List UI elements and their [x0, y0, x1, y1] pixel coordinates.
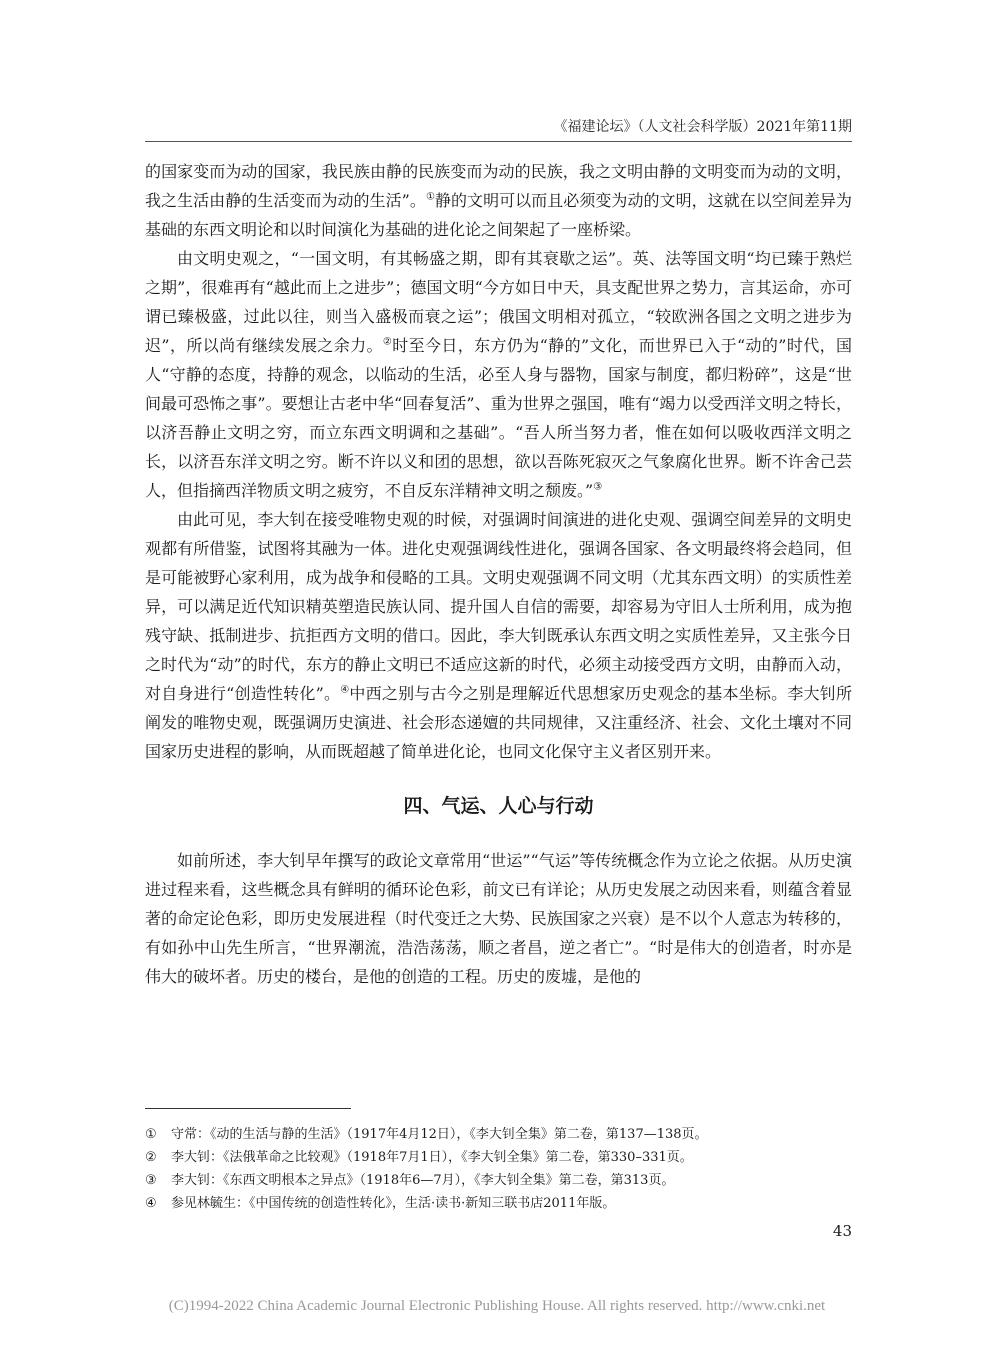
paragraph-4: 如前所述，李大钊早年撰写的政论文章常用“世运”“气运”等传统概念作为立论之依据。从历史演进过程来看，这些概念具有鲜明的循环论色彩，前文已有详论；从历史发展之动因来看，则蕴含着显著的命定论色彩，即历史发展进程（时代变迁之大势、民族国家之兴衰）是不以个人意志为转移的，有如孙中山先生所言，“世界潮流，浩浩荡荡，顺之者昌，逆之者亡”。“时是伟大的创造者，时亦是伟大的破坏者。历史的楼台，是他的创造的工程。历史的废墟，是他的	[145, 851, 852, 986]
footnote-ref-1[interactable]: ①	[425, 191, 435, 203]
paragraph-text: 中西之别与古今之别是理解近代思想家历史观念的基本坐标。李大钊所阐发的唯物史观，既强调历史演进、社会形态递嬗的共同规律，又注重经济、社会、文化土壤对不同国家历史进程的影响，从而既超越了简单进化论，也同文化保守主义者区别开来。	[145, 684, 852, 761]
footnote-text: 守常：《动的生活与静的生活》（1917年4月12日），《李大钊全集》第二卷，第137—138页。	[171, 1127, 708, 1142]
footnote-ref-3[interactable]: ③	[593, 481, 603, 493]
paragraph-text: 由文明史观之，“一国文明，有其畅盛之期，即有其衰歇之运”。英、法等国文明“均已臻于熟烂之期”，很难再有“越此而上之进步”；德国文明“今方如日中天，具支配世界之势力，言其运命，亦可谓已臻极盛，过此以往，则当入盛极而衰之运”；俄国文明相对孤立，“较欧洲各国之文明之进步为迟”，所以尚有继续发展之余力。	[145, 249, 852, 355]
footnote-text: 李大钊：《东西文明根本之异点》（1918年6—7月），《李大钊全集》第二卷，第313页。	[171, 1173, 675, 1188]
footnote-item	[145, 1192, 852, 1215]
copyright-line: (C)1994-2022 China Academic Journal Electronic Publishing House. All rights reserved. http://www.cnki.net	[168, 1298, 826, 1314]
footnote-mark: ③	[145, 1173, 157, 1188]
paragraph-2	[145, 244, 852, 505]
paragraph-text: 的国家变而为动的国家，我民族由静的民族变而为动的民族，我之文明由静的文明变而为动的文明，我之生活由静的生活变而为动的生活”。	[145, 162, 852, 210]
footnotes	[145, 1123, 852, 1215]
header-rule	[145, 141, 852, 142]
footnote-item	[145, 1123, 852, 1146]
footnote-text: 李大钊：《法俄革命之比较观》（1918年7月1日），《李大钊全集》第二卷，第330–331页。	[171, 1150, 693, 1165]
paragraph-3	[145, 505, 852, 766]
running-header: 《福建论坛》（人文社会科学版）2021年第11期	[553, 119, 852, 135]
footnote-item	[145, 1169, 852, 1192]
paragraph-text: 静的文明可以而且必须变为动的文明，这就在以空间差异为基础的东西文明论和以时间演化为基础的进化论之间架起了一座桥梁。	[145, 191, 852, 239]
footnote-mark: ②	[145, 1150, 157, 1165]
paragraph-text: 由此可见，李大钊在接受唯物史观的时候，对强调时间演进的进化史观、强调空间差异的文明史观都有所借鉴，试图将其融为一体。进化史观强调线性进化，强调各国家、各文明最终将会趋同，但是可能被野心家利用，成为战争和侵略的工具。文明史观强调不同文明（尤其东西文明）的实质性差异，可以满足近代知识精英塑造民族认同、提升国人自信的需要，却容易为守旧人士所利用，成为抱残守缺、抵制进步、抗拒西方文明的借口。因此，李大钊既承认东西文明之实质性差异，又主张今日之时代为“动”的时代，东方的静止文明已不适应这新的时代，必须主动接受西方文明，由静而入动，对自身进行“创造性转化”。	[145, 510, 852, 703]
footnote-ref-2[interactable]: ②	[382, 336, 393, 348]
page-number: 43	[832, 1222, 852, 1240]
footnote-mark: ①	[145, 1127, 157, 1142]
footnote-ref-4[interactable]: ④	[340, 684, 350, 696]
paragraph-text: 时至今日，东方仍为“静的”文化，而世界已入于“动的”时代，国人“守静的态度，持静的观念，以临动的生活，必至人身与器物，国家与制度，都归粉碎”，这是“世间最可恐怖之事”。要想让古老中华“回春复活”、重为世界之强国，唯有“竭力以受西洋文明之特长，以济吾静止文明之穷，而立东西文明调和之基础”。“吾人所当努力者，惟在如何以吸收西洋文明之长，以济吾东洋文明之穷。断不许以义和团的思想，欲以吾陈死寂灭之气象腐化世界。断不许舍己芸人，但指摘西洋物质文明之疲穷，不自反东洋精神文明之颓废。”	[145, 336, 852, 500]
footnote-rule	[145, 1108, 351, 1109]
paragraph-1	[145, 157, 852, 244]
footnote-text: 参见林毓生：《中国传统的创造性转化》，生活·读书·新知三联书店2011年版。	[171, 1196, 616, 1211]
section-heading: 四、气运、人心与行动	[403, 795, 594, 817]
footnote-item	[145, 1146, 852, 1169]
article-body	[145, 157, 852, 991]
footnote-mark: ④	[145, 1196, 157, 1211]
